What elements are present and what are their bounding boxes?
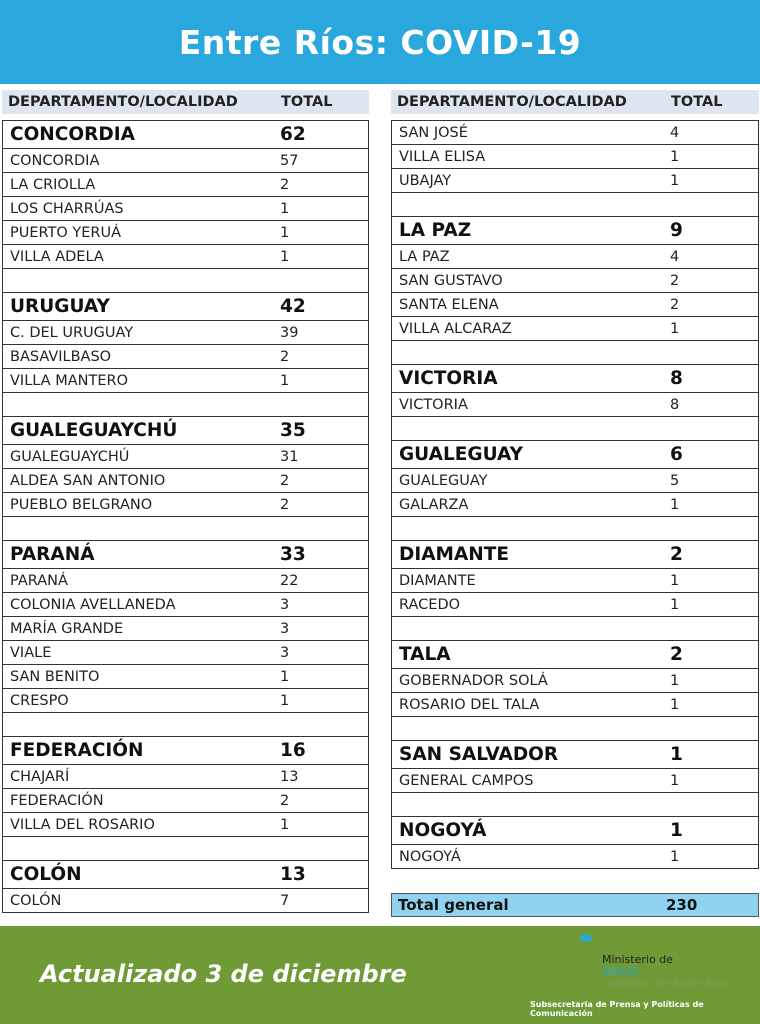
locality-total: 39 (280, 324, 299, 341)
locality-name: RACEDO (399, 596, 461, 613)
locality-row (3, 197, 368, 221)
department-total: 42 (280, 296, 306, 317)
locality-total: 1 (280, 816, 290, 833)
locality-name: C. DEL URUGUAY (10, 324, 134, 341)
locality-total: 1 (670, 848, 680, 865)
locality-total: 2 (280, 496, 290, 513)
locality-name: PARANÁ (10, 572, 68, 589)
column-header-total: TOTAL (671, 94, 723, 110)
locality-row (392, 245, 758, 269)
locality-row (3, 369, 368, 393)
updated-date: Actualizado 3 de diciembre (40, 960, 407, 988)
left-table-body (2, 120, 369, 913)
locality-name: VILLA ALCARAZ (399, 320, 512, 337)
locality-total: 1 (670, 672, 680, 689)
department-row (392, 365, 758, 393)
locality-name: UBAJAY (399, 172, 452, 189)
column-header-total: TOTAL (281, 94, 333, 110)
locality-name: BASAVILBASO (10, 348, 112, 365)
ministry-logo-icon (580, 934, 592, 941)
locality-name: COLONIA AVELLANEDA (10, 596, 176, 613)
locality-total: 1 (280, 200, 290, 217)
total-general-label: Total general (398, 896, 509, 914)
locality-row (3, 593, 368, 617)
department-row (3, 121, 368, 149)
locality-row (3, 321, 368, 345)
blank-row (392, 617, 758, 641)
locality-row (392, 769, 758, 793)
locality-name: SAN JOSÉ (399, 124, 468, 141)
blank-row (3, 269, 368, 293)
title-banner (0, 0, 760, 84)
blank-row (392, 517, 758, 541)
locality-name: GOBERNADOR SOLÁ (399, 672, 548, 689)
department-name: VICTORIA (399, 368, 498, 389)
locality-row (392, 569, 758, 593)
locality-row (3, 569, 368, 593)
locality-row (3, 889, 368, 913)
subsecretaria-credit: Subsecretaria de Prensa y Políticas de Comunicación (530, 1000, 704, 1018)
locality-name: ALDEA SAN ANTONIO (10, 472, 166, 489)
locality-total: 57 (280, 152, 299, 169)
department-name: CONCORDIA (10, 124, 135, 145)
locality-row (3, 617, 368, 641)
blank-row (3, 517, 368, 541)
locality-total: 8 (670, 396, 680, 413)
locality-total: 1 (670, 596, 680, 613)
locality-total: 4 (670, 248, 680, 265)
department-total: 16 (280, 740, 306, 761)
locality-name: VILLA MANTERO (10, 372, 128, 389)
locality-total: 5 (670, 472, 680, 489)
locality-row (392, 669, 758, 693)
department-row (3, 861, 368, 889)
department-total: 62 (280, 124, 306, 145)
department-total: 1 (670, 820, 683, 841)
column-header-name: DEPARTAMENTO/LOCALIDAD (397, 94, 627, 110)
locality-row (3, 445, 368, 469)
locality-row (3, 641, 368, 665)
locality-name: PUERTO YERUÁ (10, 224, 122, 241)
locality-row (392, 469, 758, 493)
department-name: PARANÁ (10, 544, 95, 565)
total-general-row (391, 893, 759, 917)
department-row (3, 293, 368, 321)
department-name: GUALEGUAY (399, 444, 523, 465)
department-total: 6 (670, 444, 683, 465)
locality-row (3, 665, 368, 689)
locality-total: 3 (280, 644, 290, 661)
locality-name: DIAMANTE (399, 572, 476, 589)
department-row (392, 541, 758, 569)
locality-total: 3 (280, 596, 290, 613)
ministry-logo (602, 954, 729, 990)
locality-name: VIALE (10, 644, 52, 661)
locality-name: VICTORIA (399, 396, 468, 413)
locality-row (392, 293, 758, 317)
locality-name: LA CRIOLLA (10, 176, 96, 193)
locality-name: COLÓN (10, 892, 62, 909)
locality-total: 1 (670, 696, 680, 713)
department-name: URUGUAY (10, 296, 110, 317)
department-total: 9 (670, 220, 683, 241)
locality-name: SAN GUSTAVO (399, 272, 503, 289)
department-row (3, 737, 368, 765)
department-name: LA PAZ (399, 220, 472, 241)
locality-row (392, 121, 758, 145)
department-row (392, 217, 758, 245)
locality-total: 13 (280, 768, 299, 785)
department-total: 35 (280, 420, 306, 441)
right-table (391, 90, 759, 869)
locality-total: 1 (280, 224, 290, 241)
locality-total: 3 (280, 620, 290, 637)
locality-total: 2 (280, 792, 290, 809)
locality-total: 4 (670, 124, 680, 141)
department-total: 33 (280, 544, 306, 565)
locality-name: ROSARIO DEL TALA (399, 696, 540, 713)
locality-name: GENERAL CAMPOS (399, 772, 534, 789)
department-row (392, 817, 758, 845)
locality-total: 2 (670, 272, 680, 289)
department-total: 2 (670, 644, 683, 665)
locality-total: 1 (670, 172, 680, 189)
locality-name: CRESPO (10, 692, 69, 709)
department-row (392, 741, 758, 769)
locality-total: 1 (280, 372, 290, 389)
blank-row (3, 393, 368, 417)
locality-total: 31 (280, 448, 299, 465)
locality-name: VILLA DEL ROSARIO (10, 816, 155, 833)
locality-row (392, 145, 758, 169)
locality-name: GUALEGUAYCHÚ (10, 448, 130, 465)
locality-row (3, 173, 368, 197)
department-total: 1 (670, 744, 683, 765)
locality-row (3, 813, 368, 837)
department-name: GUALEGUAYCHÚ (10, 420, 178, 441)
table-header (391, 90, 759, 114)
table-header (2, 90, 369, 114)
total-general-value: 230 (666, 896, 698, 914)
blank-row (3, 713, 368, 737)
locality-name: LA PAZ (399, 248, 450, 265)
ministry-line1: Ministerio de (602, 953, 673, 966)
locality-total: 1 (280, 692, 290, 709)
department-name: SAN SALVADOR (399, 744, 559, 765)
locality-row (3, 493, 368, 517)
department-row (392, 641, 758, 669)
blank-row (392, 417, 758, 441)
locality-total: 1 (280, 248, 290, 265)
department-name: DIAMANTE (399, 544, 510, 565)
locality-total: 1 (670, 572, 680, 589)
locality-total: 2 (280, 472, 290, 489)
locality-row (3, 689, 368, 713)
locality-name: FEDERACIÓN (10, 792, 104, 809)
blank-row (392, 193, 758, 217)
locality-row (392, 845, 758, 869)
department-row (3, 541, 368, 569)
locality-row (392, 317, 758, 341)
department-name: COLÓN (10, 864, 82, 885)
locality-name: CONCORDIA (10, 152, 100, 169)
ministry-line2: SALUD (602, 965, 639, 978)
locality-total: 22 (280, 572, 299, 589)
locality-name: PUEBLO BELGRANO (10, 496, 153, 513)
right-table-body (391, 120, 759, 869)
locality-row (3, 345, 368, 369)
blank-row (392, 717, 758, 741)
locality-total: 1 (670, 772, 680, 789)
locality-row (392, 593, 758, 617)
left-table (2, 90, 369, 913)
blank-row (392, 793, 758, 817)
blank-row (3, 837, 368, 861)
locality-row (392, 269, 758, 293)
locality-row (392, 493, 758, 517)
locality-row (3, 221, 368, 245)
locality-total: 1 (670, 148, 680, 165)
department-total: 13 (280, 864, 306, 885)
ministry-line3: Gobierno de Entre Ríos (602, 977, 729, 990)
locality-name: SANTA ELENA (399, 296, 499, 313)
locality-row (392, 693, 758, 717)
column-header-name: DEPARTAMENTO/LOCALIDAD (8, 94, 238, 110)
locality-row (392, 393, 758, 417)
locality-row (3, 765, 368, 789)
department-name: FEDERACIÓN (10, 740, 144, 761)
department-total: 2 (670, 544, 683, 565)
locality-name: GUALEGUAY (399, 472, 488, 489)
locality-row (3, 469, 368, 493)
department-row (3, 417, 368, 445)
locality-name: VILLA ADELA (10, 248, 104, 265)
locality-name: VILLA ELISA (399, 148, 486, 165)
locality-total: 1 (670, 320, 680, 337)
locality-row (3, 149, 368, 173)
locality-total: 7 (280, 892, 290, 909)
page-title: Entre Ríos: COVID-19 (178, 22, 582, 62)
locality-total: 2 (280, 176, 290, 193)
locality-name: MARÍA GRANDE (10, 620, 124, 637)
locality-name: NOGOYÁ (399, 848, 461, 865)
locality-row (3, 245, 368, 269)
locality-total: 2 (670, 296, 680, 313)
locality-total: 2 (280, 348, 290, 365)
locality-row (3, 789, 368, 813)
department-name: TALA (399, 644, 451, 665)
locality-name: GALARZA (399, 496, 469, 513)
department-name: NOGOYÁ (399, 820, 487, 841)
department-total: 8 (670, 368, 683, 389)
locality-total: 1 (670, 496, 680, 513)
locality-name: LOS CHARRÚAS (10, 200, 124, 217)
department-row (392, 441, 758, 469)
locality-name: SAN BENITO (10, 668, 100, 685)
locality-row (392, 169, 758, 193)
locality-total: 1 (280, 668, 290, 685)
locality-name: CHAJARÍ (10, 768, 70, 785)
blank-row (392, 341, 758, 365)
